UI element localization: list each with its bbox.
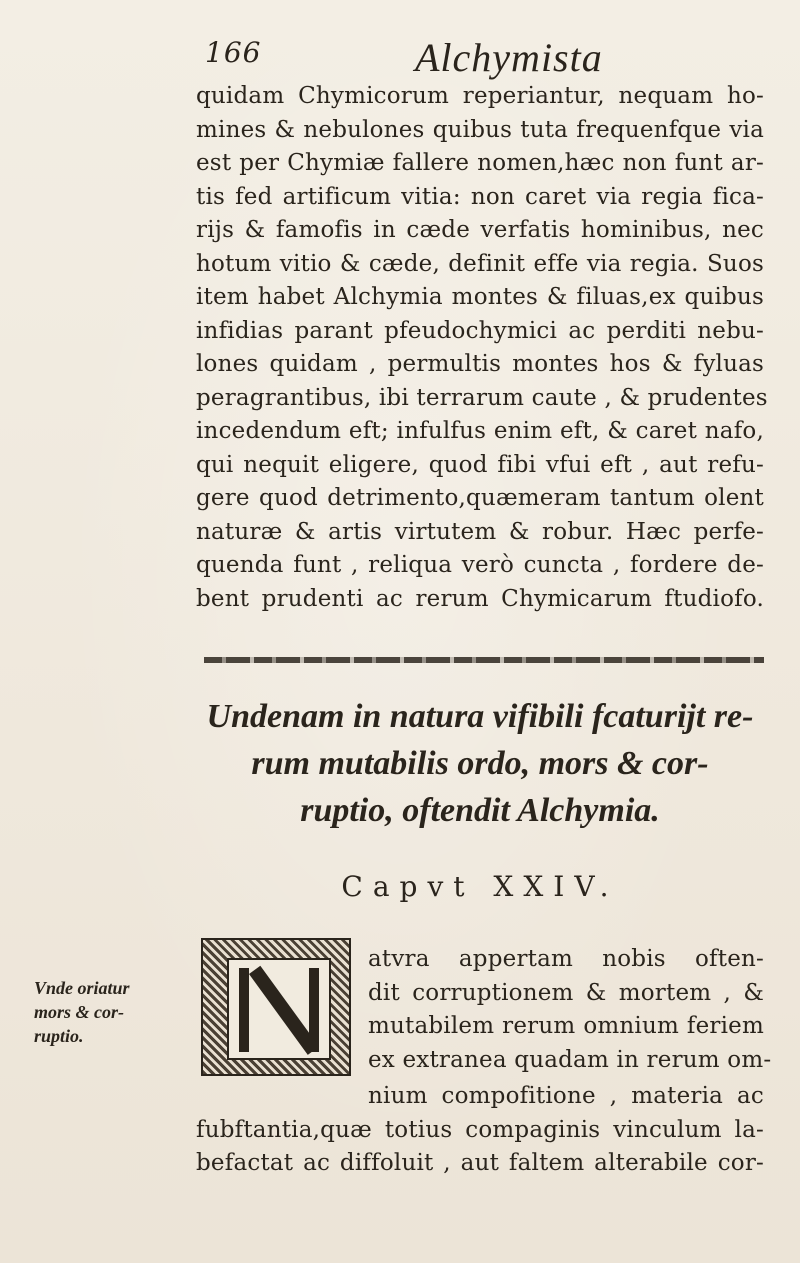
body-line: incedendum eft; infulfus enim eft, & caret nafo, [196, 418, 764, 444]
body-line: quenda funt , reliqua verò cuncta , fordere de- [196, 552, 764, 578]
chapter-text-indented [368, 943, 772, 1077]
chapter-line: ex extranea quadam in rerum om- [368, 1046, 772, 1073]
body-line: rijs & famofis in cæde verfatis hominibus, nec [196, 217, 764, 243]
body-line: est per Chymiæ fallere nomen,hæc non funt ar- [196, 150, 764, 176]
body-line: quidam Chymicorum reperiantur, nequam ho- [196, 83, 764, 109]
body-text [196, 80, 768, 616]
margin-note-line: mors & cor- [34, 1002, 124, 1022]
chapter-line: fubftantia,quæ totius compaginis vinculum la- [196, 1116, 764, 1143]
chapter-label: Capvt XXIV. [341, 870, 619, 903]
body-line: qui nequit eligere, quod fibi vfui eft , aut refu- [196, 451, 764, 478]
chapter-text-full [196, 1080, 764, 1181]
body-line: infidias parant pfeudochymici ac perditi nebu- [196, 317, 764, 344]
running-title: Alchymista [415, 35, 603, 80]
body-line: peragrantibus, ibi terrarum caute , & prudentes [196, 384, 768, 411]
body-line: hotum vitio & cæde, definit effe via regia. Suos [196, 250, 764, 277]
chapter-heading-line: ruptio, oftendit Alchymia. [300, 792, 660, 829]
body-line: mines & nebulones quibus tuta frequenfque via [196, 116, 764, 143]
chapter-heading-line: rum mutabilis ordo, mors & cor- [251, 745, 709, 782]
margin-note-line: Vnde oriatur [34, 978, 130, 998]
page-header [205, 36, 765, 80]
body-line: bent prudenti ac rerum Chymicarum ftudiofo. [196, 585, 764, 612]
body-line: tis fed artificum vitia: non caret via regia fica- [196, 183, 764, 210]
decorated-initial [201, 938, 351, 1076]
body-line: naturæ & artis virtutem & robur. Hæc perfe- [196, 518, 764, 545]
body-line: gere quod detrimento,quæmeram tantum olent [196, 485, 764, 511]
margin-note-line: ruptio. [34, 1026, 84, 1046]
chapter-line: mutabilem rerum omnium feriem [368, 1013, 764, 1039]
chapter-line: atvra appertam nobis often- [368, 946, 764, 972]
margin-note [34, 976, 204, 1048]
chapter-heading [196, 693, 764, 834]
chapter-line: nium compofitione , materia ac [368, 1083, 764, 1109]
chapter-line: befactat ac diffoluit , aut faltem alterabile cor- [196, 1150, 764, 1176]
page-number: 166 [205, 36, 262, 69]
chapter-line: dit corruptionem & mortem , & [368, 979, 764, 1006]
chapter-heading-line: Undenam in natura vifibili fcaturijt re- [206, 698, 754, 735]
body-line: lones quidam , permultis montes hos & fyluas [196, 351, 764, 377]
ornamental-rule [204, 657, 764, 663]
body-line: item habet Alchymia montes & filuas,ex quibus [196, 284, 764, 310]
